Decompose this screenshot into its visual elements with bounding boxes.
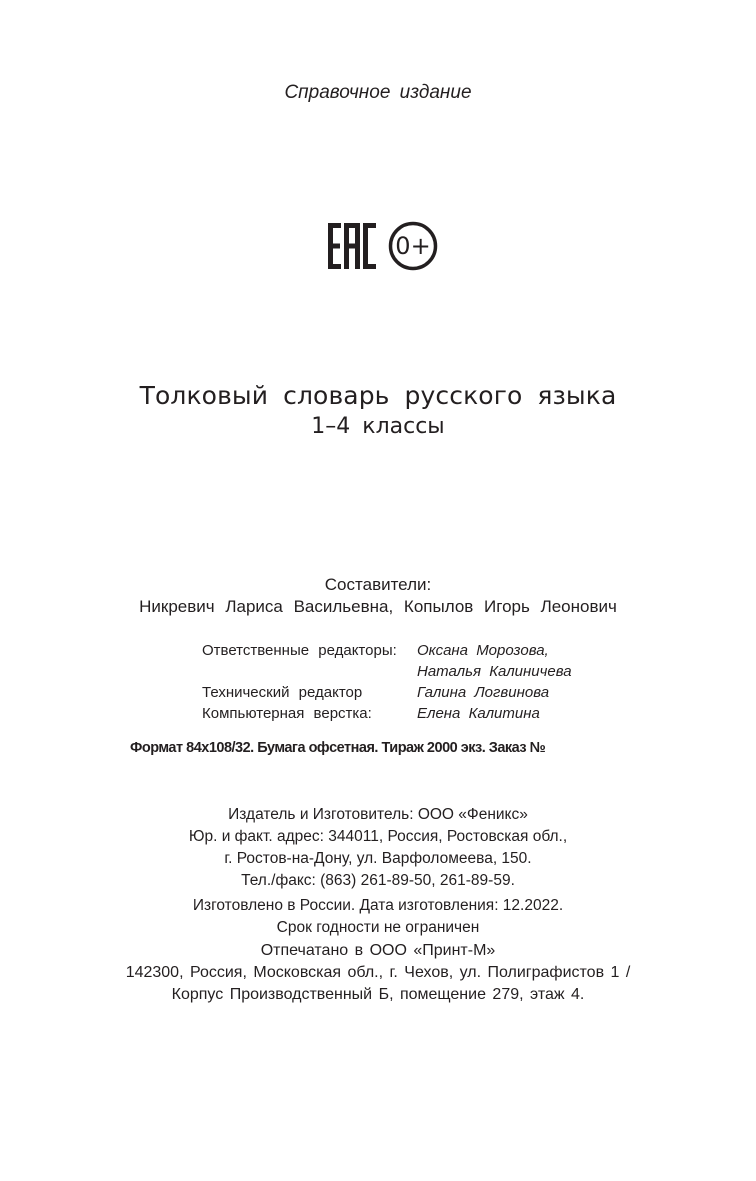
publisher-phone: Тел./факс: (863) 261-89-50, 261-89-59.: [241, 872, 515, 889]
credit-row: [202, 703, 622, 724]
credit-role: Технический редактор: [202, 684, 363, 701]
credits-block: [202, 640, 622, 724]
compilers-label: Составители:: [324, 575, 432, 594]
printer-block: [0, 940, 756, 1006]
manufacture-block: [0, 895, 756, 939]
credit-role: Компьютерная верстка:: [202, 705, 372, 722]
certification-marks: [322, 218, 442, 274]
publisher-city: г. Ростов-на-Дону, ул. Варфоломеева, 150.: [224, 850, 532, 867]
credit-name: Наталья Калиничева: [417, 663, 572, 680]
printer-name: Отпечатано в ООО «Принт-М»: [260, 942, 496, 959]
printer-building: Корпус Производственный Б, помещение 279, этаж 4.: [171, 986, 585, 1003]
publisher-block: [0, 804, 756, 892]
book-grades: 1–4 классы: [311, 414, 445, 439]
compilers-names: Никревич Лариса Васильевна, Копылов Игорь Леонович: [139, 597, 617, 616]
credit-role: [202, 661, 417, 682]
credit-name: Оксана Морозова,: [417, 642, 549, 659]
printer-address: 142300, Россия, Московская обл., г. Чехов, ул. Полиграфистов 1 /: [125, 964, 631, 981]
credit-name: Елена Калитина: [417, 705, 540, 722]
credit-name: Галина Логвинова: [417, 684, 550, 701]
age-rating-badge: 0+: [395, 232, 431, 260]
shelf-life: Срок годности не ограничен: [276, 919, 480, 936]
book-title: Толковый словарь русского языка: [139, 381, 617, 410]
credit-row: [202, 640, 622, 661]
format-line: Формат 84x108/32. Бумага офсетная. Тираж 2000 экз. Заказ №: [130, 740, 546, 756]
publisher-name: Издатель и Изготовитель: ООО «Феникс»: [228, 806, 528, 823]
edition-type: Справочное издание: [284, 82, 472, 103]
credit-role: Ответственные редакторы:: [202, 642, 397, 659]
credit-row: [202, 682, 622, 703]
manufacture-date: Изготовлено в России. Дата изготовления: 12.2022.: [192, 897, 564, 914]
publisher-address: Юр. и факт. адрес: 344011, Россия, Ростовская обл.,: [188, 828, 568, 845]
credit-row: [202, 661, 622, 682]
